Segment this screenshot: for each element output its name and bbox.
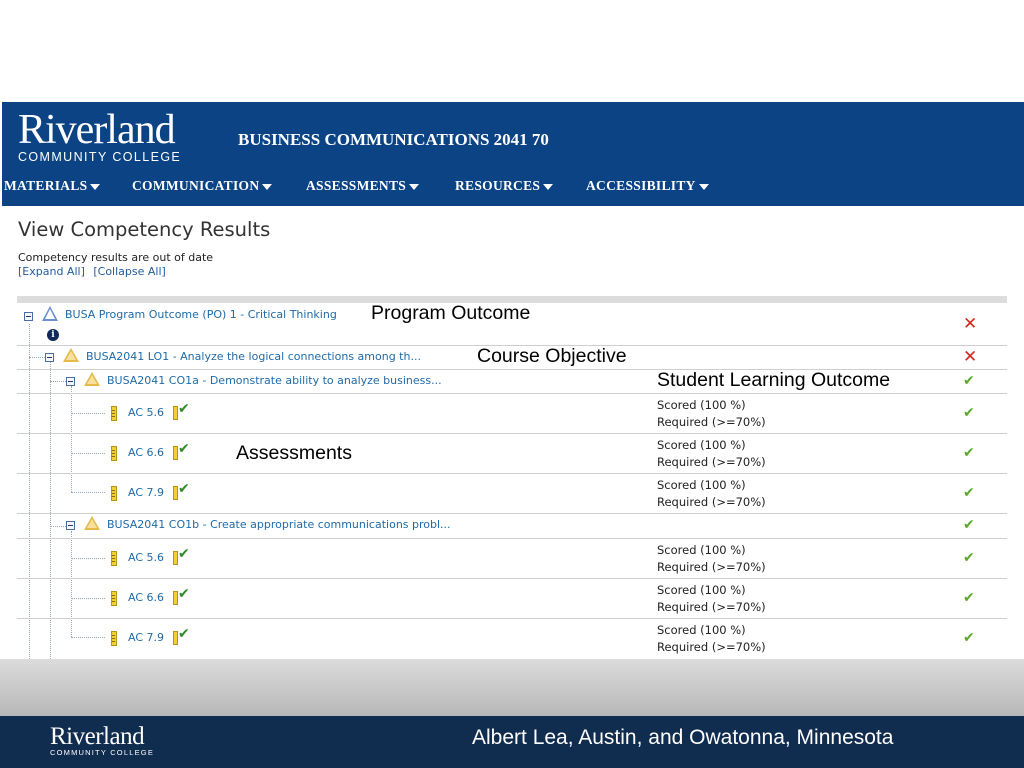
tree-row-assessment	[17, 579, 1007, 619]
assessment-link[interactable]: AC 7.9	[128, 486, 165, 499]
nav-communication[interactable]	[132, 178, 272, 194]
footer-logo-wordmark: Riverland	[50, 723, 145, 750]
assessment-check-ruler-icon: ✔	[173, 405, 191, 421]
assessment-link[interactable]: AC 6.6	[128, 446, 165, 459]
nav-communication-label: COMMUNICATION	[132, 178, 260, 193]
assessment-score	[657, 397, 766, 431]
met-check-icon: ✔	[963, 405, 975, 421]
scored-text: Scored (100 %)	[657, 438, 746, 452]
logo-wordmark: Riverland	[18, 107, 175, 153]
met-check-icon: ✔	[963, 373, 975, 389]
assessment-score	[657, 437, 766, 471]
college-logo[interactable]	[18, 108, 181, 164]
nav-accessibility-label: ACCESSIBILITY	[586, 178, 696, 193]
assessment-check-ruler-icon: ✔	[173, 485, 191, 501]
assessment-score	[657, 542, 766, 576]
info-icon[interactable]: i	[47, 329, 59, 341]
nav-assessments-label: ASSESSMENTS	[306, 178, 407, 193]
assessment-check-ruler-icon: ✔	[173, 630, 191, 646]
nav-resources[interactable]	[455, 178, 553, 194]
scored-text: Scored (100 %)	[657, 478, 746, 492]
slide-gray-band	[0, 659, 1024, 716]
assessment-score	[657, 477, 766, 511]
annotation-program-outcome: Program Outcome	[371, 302, 531, 324]
footer-locations: Albert Lea, Austin, and Owatonna, Minnesota	[472, 726, 894, 749]
scored-text: Scored (100 %)	[657, 583, 746, 597]
slo-triangle-icon	[84, 516, 100, 530]
out-of-date-notice: Competency results are out of date	[18, 251, 214, 264]
annotation-course-objective: Course Objective	[477, 345, 627, 367]
assessment-link[interactable]: AC 5.6	[128, 406, 165, 419]
ruler-icon	[111, 591, 117, 606]
annotation-assessments: Assessments	[236, 442, 352, 464]
expand-all-link[interactable]: [Expand All]	[18, 265, 85, 278]
caret-down-icon	[90, 184, 100, 190]
caret-down-icon	[262, 184, 272, 190]
logo-subtitle: COMMUNITY COLLEGE	[18, 150, 182, 164]
course-header	[2, 102, 1024, 206]
required-text: Required (>=70%)	[657, 560, 766, 574]
assessment-link[interactable]: AC 7.9	[128, 631, 165, 644]
met-check-icon: ✔	[963, 485, 975, 501]
program-outcome-triangle-icon	[42, 306, 58, 321]
met-check-icon: ✔	[963, 517, 975, 533]
not-met-cross-icon: ✕	[963, 314, 978, 334]
met-check-icon: ✔	[963, 550, 975, 566]
assessment-link[interactable]: AC 5.6	[128, 551, 165, 564]
required-text: Required (>=70%)	[657, 415, 766, 429]
tree-row-assessment	[17, 434, 1007, 474]
ruler-icon	[111, 551, 117, 566]
assessment-link[interactable]: AC 6.6	[128, 591, 165, 604]
nav-materials[interactable]	[4, 178, 100, 194]
competency-content	[2, 206, 1024, 659]
scored-text: Scored (100 %)	[657, 543, 746, 557]
assessment-check-ruler-icon: ✔	[173, 445, 191, 461]
assessment-score	[657, 622, 766, 656]
collapse-toggle-icon[interactable]	[24, 312, 33, 321]
collapse-toggle-icon[interactable]	[66, 377, 75, 386]
tree-row-assessment	[17, 474, 1007, 514]
course-objective-triangle-icon	[63, 348, 79, 362]
slo-a-link[interactable]: BUSA2041 CO1a - Demonstrate ability to analyze business...	[107, 374, 442, 387]
scored-text: Scored (100 %)	[657, 623, 746, 637]
annotation-student-learning-outcome: Student Learning Outcome	[657, 369, 891, 391]
ruler-icon	[111, 406, 117, 421]
ruler-icon	[111, 486, 117, 501]
met-check-icon: ✔	[963, 445, 975, 461]
tree-row-assessment	[17, 539, 1007, 579]
required-text: Required (>=70%)	[657, 640, 766, 654]
met-check-icon: ✔	[963, 630, 975, 646]
tree-row-assessment	[17, 619, 1007, 659]
required-text: Required (>=70%)	[657, 600, 766, 614]
slo-triangle-icon	[84, 372, 100, 386]
collapse-toggle-icon[interactable]	[45, 353, 54, 362]
met-check-icon: ✔	[963, 590, 975, 606]
assessment-score	[657, 582, 766, 616]
slo-b-link[interactable]: BUSA2041 CO1b - Create appropriate communications probl...	[107, 518, 451, 531]
program-outcome-link[interactable]: BUSA Program Outcome (PO) 1 - Critical Thinking	[65, 308, 337, 321]
ruler-icon	[111, 446, 117, 461]
caret-down-icon	[543, 184, 553, 190]
nav-assessments[interactable]	[306, 178, 419, 194]
caret-down-icon	[409, 184, 419, 190]
footer-college-logo	[50, 724, 154, 757]
required-text: Required (>=70%)	[657, 495, 766, 509]
page-title: View Competency Results	[18, 218, 271, 241]
nav-accessibility[interactable]	[586, 178, 709, 194]
nav-materials-label: MATERIALS	[4, 178, 88, 193]
tree-row-slo-b	[17, 514, 1007, 539]
course-title: BUSINESS COMMUNICATIONS 2041 70	[238, 130, 549, 149]
slide-footer	[0, 716, 1024, 768]
scored-text: Scored (100 %)	[657, 398, 746, 412]
collapse-all-link[interactable]: [Collapse All]	[93, 265, 166, 278]
required-text: Required (>=70%)	[657, 455, 766, 469]
nav-resources-label: RESOURCES	[455, 178, 541, 193]
assessment-check-ruler-icon: ✔	[173, 590, 191, 606]
course-objective-link[interactable]: BUSA2041 LO1 - Analyze the logical connections among th...	[86, 350, 421, 363]
not-met-cross-icon: ✕	[963, 347, 978, 367]
tree-row-assessment	[17, 394, 1007, 434]
expand-collapse-links	[18, 265, 166, 278]
collapse-toggle-icon[interactable]	[66, 521, 75, 530]
caret-down-icon	[699, 184, 709, 190]
footer-logo-subtitle: COMMUNITY COLLEGE	[50, 748, 155, 757]
assessment-check-ruler-icon: ✔	[173, 550, 191, 566]
ruler-icon	[111, 631, 117, 646]
